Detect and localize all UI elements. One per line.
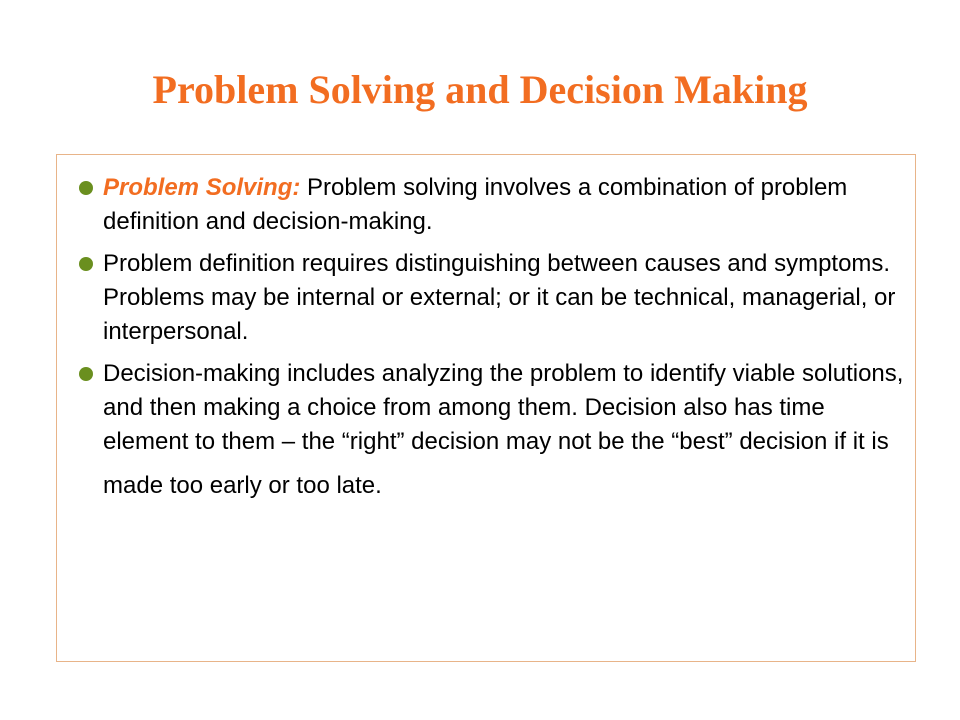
bullet-dot-icon bbox=[79, 257, 93, 271]
content-box bbox=[56, 154, 916, 662]
bullet-text-last-line: made too early or too late. bbox=[103, 472, 382, 499]
bullet-dot-icon bbox=[79, 181, 93, 195]
bullet-lead-label: Problem Solving: bbox=[103, 174, 301, 201]
bullet-text: Problem solving involves a combination of problem definition and decision-making. bbox=[103, 174, 848, 235]
bullet-text: Problem definition requires distinguishing between causes and symptoms. Problems may be internal or external; or it can be technical, managerial, or interpersonal. bbox=[103, 250, 896, 345]
slide-title: Problem Solving and Decision Making bbox=[152, 67, 808, 112]
bullet-dot-icon bbox=[79, 367, 93, 381]
bullet-item-decision-making bbox=[103, 357, 908, 503]
bullet-item-problem-definition bbox=[103, 247, 908, 349]
bullet-text: Decision-making includes analyzing the problem to identify viable solutions, and then making a choice from among them. Decision also has time element to them – the “right” decision may not be the “best” decision if it is bbox=[103, 360, 904, 455]
bullet-item-problem-solving bbox=[103, 171, 908, 239]
bullet-list bbox=[103, 171, 908, 511]
